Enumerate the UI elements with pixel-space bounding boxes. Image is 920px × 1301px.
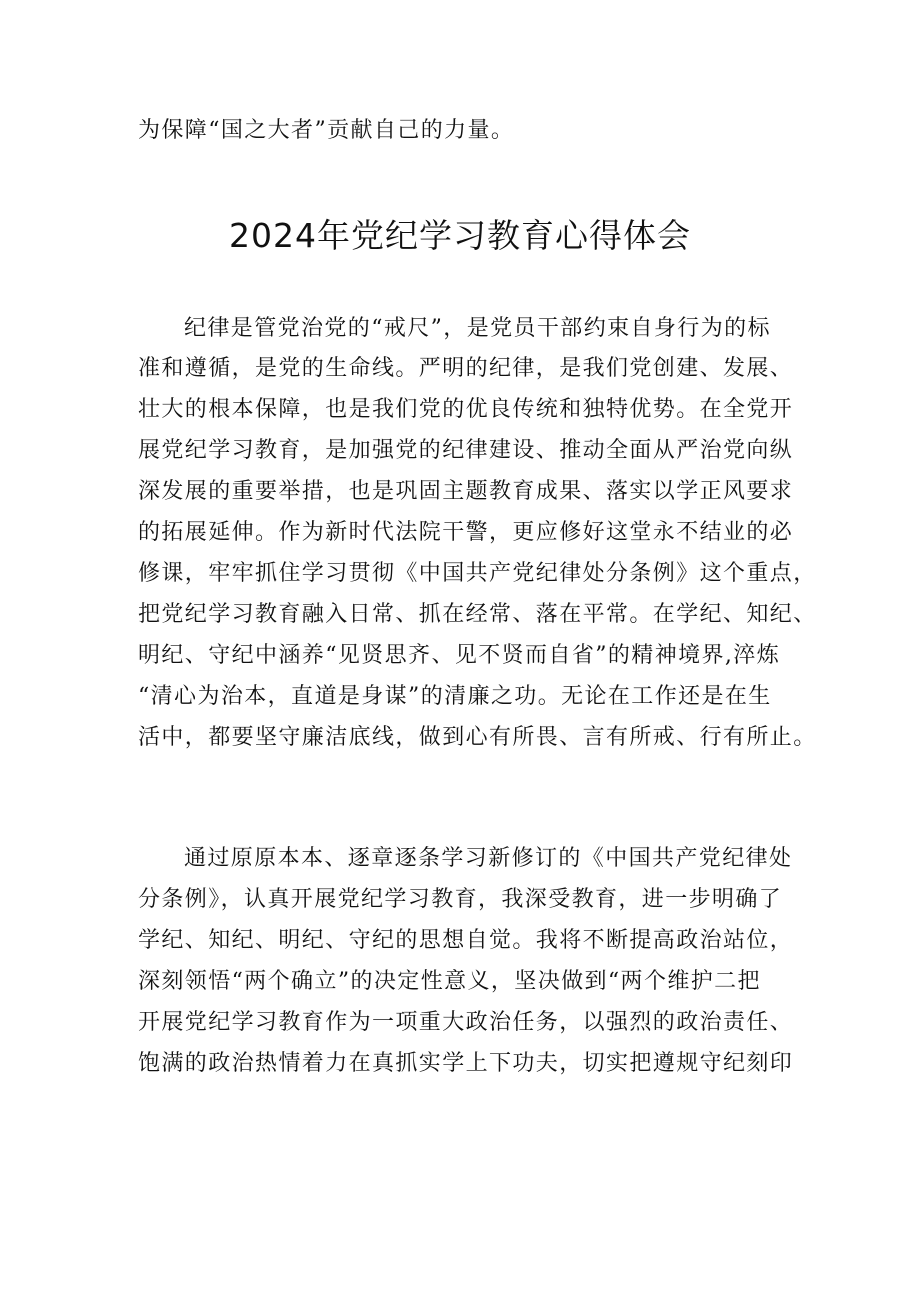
text-line: 深发展的重要举措，也是巩固主题教育成果、落实以学正风要求 [138,479,794,504]
text-line: 的拓展延伸。作为新时代法院干警，更应修好这堂永不结业的必 [138,520,794,545]
text-line: 修课，牢牢抓住学习贯彻《中国共产党纪律处分条例》这个重点， [138,561,817,586]
text-line: 学纪、知纪、明纪、守纪的思想自觉。我将不断提高政治站位， [138,928,794,953]
text-line: 壮大的根本保障，也是我们党的优良传统和独特优势。在全党开 [138,397,794,422]
text-line: 展党纪学习教育，是加强党的纪律建设、推动全面从严治党向纵 [138,438,794,463]
text-line: 分条例》，认真开展党纪学习教育，我深受教育，进一步明确了 [138,887,783,912]
text-line: “清心为治本，直道是身谋”的清廉之功。无论在工作还是在生 [138,684,772,709]
text-line: 纪律是管党治党的“戒尺”，是党员干部约束自身行为的标 [184,316,771,341]
top-line: 为保障“国之大者”贡献自己的力量。 [138,118,515,143]
page-title: 2024年党纪学习教育心得体会 [229,216,691,255]
text-line: 把党纪学习教育融入日常、抓在经常、落在平常。在学纪、知纪、 [138,602,817,627]
text-line: 明纪、守纪中涵养“见贤思齐、见不贤而自省”的精神境界,淬炼 [138,643,781,668]
text-line: 饱满的政治热情着力在真抓实学上下功夫，切实把遵规守纪刻印 [138,1051,794,1076]
text-line: 准和遵循，是党的生命线。严明的纪律，是我们党创建、发展、 [138,356,794,381]
text-line: 开展党纪学习教育作为一项重大政治任务，以强烈的政治责任、 [138,1010,794,1035]
text-line: 深刻领悟“两个确立”的决定性意义，坚决做到“两个维护二把 [138,969,761,994]
text-line: 活中，都要坚守廉洁底线，做到心有所畏、言有所戒、行有所止。 [138,725,817,750]
text-line: 通过原原本本、逐章逐条学习新修订的《中国共产党纪律处 [184,846,793,871]
